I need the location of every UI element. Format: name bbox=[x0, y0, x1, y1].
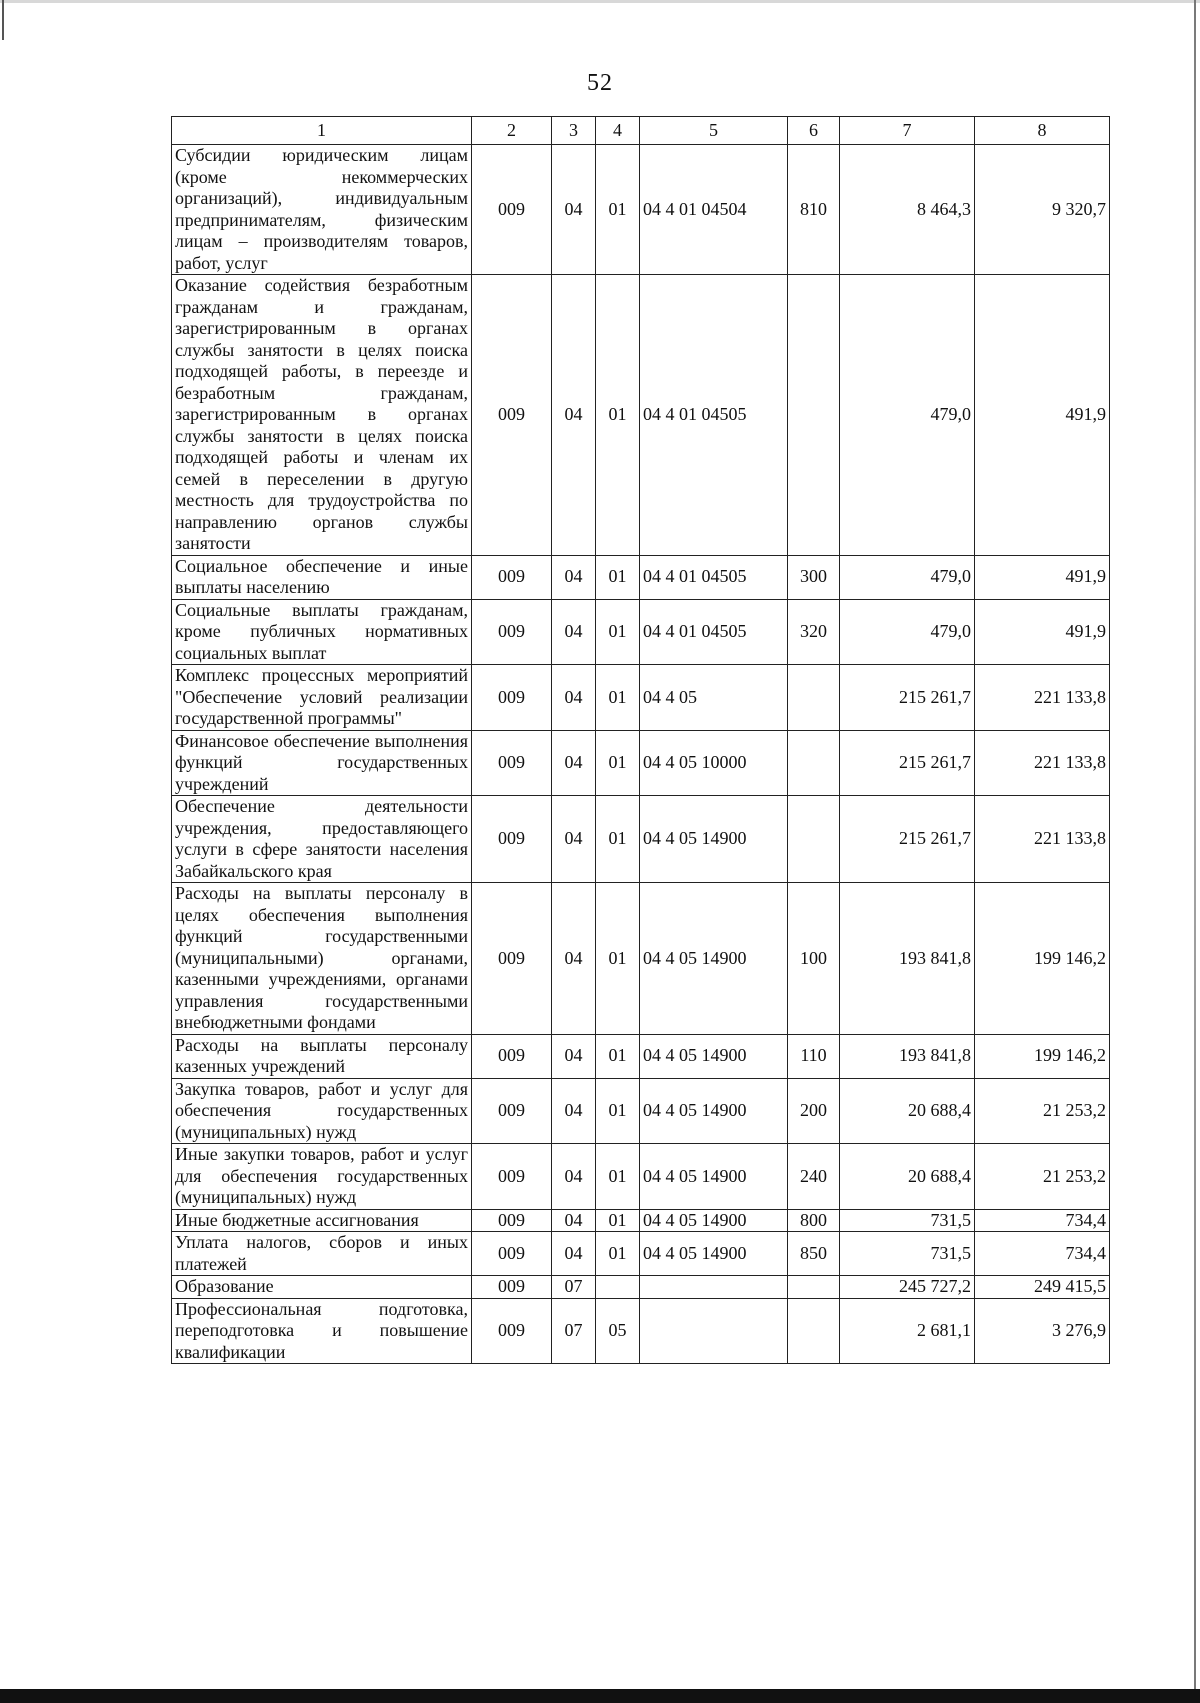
row-name: Образование bbox=[172, 1276, 472, 1299]
cell-target-code: 04 4 05 14900 bbox=[640, 1144, 788, 1210]
cell-ministry: 009 bbox=[472, 1034, 552, 1078]
cell-expense-type bbox=[788, 730, 840, 796]
column-header: 5 bbox=[640, 117, 788, 145]
cell-section: 04 bbox=[552, 555, 596, 599]
row-name: Иные бюджетные ассигнования bbox=[172, 1209, 472, 1232]
table-row bbox=[172, 555, 1110, 599]
table-row bbox=[172, 1078, 1110, 1144]
cell-amount-7: 245 727,2 bbox=[840, 1276, 975, 1299]
cell-amount-8: 734,4 bbox=[975, 1232, 1110, 1276]
cell-ministry: 009 bbox=[472, 1078, 552, 1144]
cell-ministry: 009 bbox=[472, 730, 552, 796]
cell-expense-type: 800 bbox=[788, 1209, 840, 1232]
table-row bbox=[172, 1276, 1110, 1299]
cell-section: 04 bbox=[552, 665, 596, 731]
cell-amount-8: 221 133,8 bbox=[975, 796, 1110, 883]
cell-amount-8: 734,4 bbox=[975, 1209, 1110, 1232]
cell-ministry: 009 bbox=[472, 145, 552, 275]
cell-amount-7: 479,0 bbox=[840, 555, 975, 599]
cell-subsection: 01 bbox=[596, 599, 640, 665]
cell-section: 04 bbox=[552, 145, 596, 275]
row-name: Обеспечение деятельности учреждения, предоставляющего услуги в сфере занятости населения Забайкальского края bbox=[172, 796, 472, 883]
cell-target-code: 04 4 05 bbox=[640, 665, 788, 731]
cell-amount-7: 731,5 bbox=[840, 1232, 975, 1276]
cell-target-code: 04 4 05 14900 bbox=[640, 1078, 788, 1144]
cell-target-code: 04 4 05 10000 bbox=[640, 730, 788, 796]
cell-subsection: 01 bbox=[596, 1034, 640, 1078]
column-header: 6 bbox=[788, 117, 840, 145]
cell-target-code: 04 4 01 04505 bbox=[640, 275, 788, 556]
cell-section: 04 bbox=[552, 1034, 596, 1078]
cell-subsection: 05 bbox=[596, 1298, 640, 1364]
column-header: 3 bbox=[552, 117, 596, 145]
cell-section: 04 bbox=[552, 1209, 596, 1232]
cell-amount-7: 479,0 bbox=[840, 275, 975, 556]
row-name: Оказание содействия безработным гражданам и гражданам, зарегистрированным в органах службы занятости в целях поиска подходящей работы, в переезде и безработным гражданам, зарегистрированным в органах службы занятости в целях поиска подходящей работы и членам их семей в переселении в другую местность для трудоустройства по направлению органов службы занятости bbox=[172, 275, 472, 556]
cell-ministry: 009 bbox=[472, 1232, 552, 1276]
cell-ministry: 009 bbox=[472, 599, 552, 665]
table-row bbox=[172, 1209, 1110, 1232]
cell-amount-8: 3 276,9 bbox=[975, 1298, 1110, 1364]
column-header: 2 bbox=[472, 117, 552, 145]
cell-section: 07 bbox=[552, 1298, 596, 1364]
cell-amount-7: 215 261,7 bbox=[840, 730, 975, 796]
cell-expense-type: 850 bbox=[788, 1232, 840, 1276]
cell-subsection: 01 bbox=[596, 883, 640, 1035]
cell-target-code: 04 4 05 14900 bbox=[640, 1034, 788, 1078]
cell-ministry: 009 bbox=[472, 555, 552, 599]
cell-expense-type bbox=[788, 796, 840, 883]
cell-ministry: 009 bbox=[472, 1276, 552, 1299]
cell-ministry: 009 bbox=[472, 1209, 552, 1232]
cell-section: 04 bbox=[552, 730, 596, 796]
cell-target-code: 04 4 05 14900 bbox=[640, 796, 788, 883]
cell-amount-8: 9 320,7 bbox=[975, 145, 1110, 275]
cell-subsection: 01 bbox=[596, 145, 640, 275]
row-name: Иные закупки товаров, работ и услуг для обеспечения государственных (муниципальных) нужд bbox=[172, 1144, 472, 1210]
cell-ministry: 009 bbox=[472, 1298, 552, 1364]
cell-amount-8: 491,9 bbox=[975, 275, 1110, 556]
scan-edge-top bbox=[0, 0, 1200, 3]
cell-subsection: 01 bbox=[596, 275, 640, 556]
cell-subsection: 01 bbox=[596, 796, 640, 883]
cell-expense-type: 240 bbox=[788, 1144, 840, 1210]
table-row bbox=[172, 665, 1110, 731]
cell-target-code bbox=[640, 1276, 788, 1299]
cell-target-code: 04 4 05 14900 bbox=[640, 883, 788, 1035]
cell-subsection: 01 bbox=[596, 665, 640, 731]
cell-section: 04 bbox=[552, 1078, 596, 1144]
cell-subsection: 01 bbox=[596, 1232, 640, 1276]
cell-amount-8: 199 146,2 bbox=[975, 883, 1110, 1035]
scan-edge-bottom bbox=[0, 1689, 1200, 1703]
row-name: Закупка товаров, работ и услуг для обеспечения государственных (муниципальных) нужд bbox=[172, 1078, 472, 1144]
table-row bbox=[172, 796, 1110, 883]
cell-subsection: 01 bbox=[596, 555, 640, 599]
table-row bbox=[172, 1232, 1110, 1276]
cell-subsection: 01 bbox=[596, 1209, 640, 1232]
cell-amount-7: 193 841,8 bbox=[840, 883, 975, 1035]
cell-amount-7: 479,0 bbox=[840, 599, 975, 665]
cell-expense-type: 200 bbox=[788, 1078, 840, 1144]
cell-target-code: 04 4 05 14900 bbox=[640, 1209, 788, 1232]
cell-section: 07 bbox=[552, 1276, 596, 1299]
cell-section: 04 bbox=[552, 796, 596, 883]
cell-amount-7: 20 688,4 bbox=[840, 1144, 975, 1210]
cell-target-code: 04 4 05 14900 bbox=[640, 1232, 788, 1276]
table-row bbox=[172, 883, 1110, 1035]
row-name: Расходы на выплаты персоналу в целях обеспечения выполнения функций государственными (муниципальными) органами, казенными учреждениями, органами управления государственными внебюджетными фондами bbox=[172, 883, 472, 1035]
cell-expense-type: 300 bbox=[788, 555, 840, 599]
column-header: 8 bbox=[975, 117, 1110, 145]
table-row bbox=[172, 1034, 1110, 1078]
cell-section: 04 bbox=[552, 1232, 596, 1276]
cell-expense-type: 110 bbox=[788, 1034, 840, 1078]
cell-amount-8: 199 146,2 bbox=[975, 1034, 1110, 1078]
cell-section: 04 bbox=[552, 275, 596, 556]
cell-section: 04 bbox=[552, 599, 596, 665]
cell-amount-8: 221 133,8 bbox=[975, 665, 1110, 731]
row-name: Субсидии юридическим лицам (кроме некоммерческих организаций), индивидуальным предпринимателям, физическим лицам – производителям товаров, работ, услуг bbox=[172, 145, 472, 275]
cell-subsection bbox=[596, 1276, 640, 1299]
cell-section: 04 bbox=[552, 1144, 596, 1210]
cell-ministry: 009 bbox=[472, 796, 552, 883]
cell-amount-8: 249 415,5 bbox=[975, 1276, 1110, 1299]
table-row bbox=[172, 599, 1110, 665]
cell-expense-type: 320 bbox=[788, 599, 840, 665]
cell-target-code: 04 4 01 04505 bbox=[640, 599, 788, 665]
cell-expense-type bbox=[788, 1276, 840, 1299]
cell-ministry: 009 bbox=[472, 665, 552, 731]
cell-amount-8: 21 253,2 bbox=[975, 1078, 1110, 1144]
row-name: Расходы на выплаты персоналу казенных учреждений bbox=[172, 1034, 472, 1078]
cell-amount-7: 193 841,8 bbox=[840, 1034, 975, 1078]
cell-amount-7: 20 688,4 bbox=[840, 1078, 975, 1144]
row-name: Социальные выплаты гражданам, кроме публичных нормативных социальных выплат bbox=[172, 599, 472, 665]
cell-subsection: 01 bbox=[596, 1078, 640, 1144]
cell-amount-7: 2 681,1 bbox=[840, 1298, 975, 1364]
cell-ministry: 009 bbox=[472, 275, 552, 556]
scan-edge-left bbox=[2, 0, 4, 40]
row-name: Социальное обеспечение и иные выплаты населению bbox=[172, 555, 472, 599]
cell-target-code bbox=[640, 1298, 788, 1364]
cell-target-code: 04 4 01 04505 bbox=[640, 555, 788, 599]
row-name: Комплекс процессных мероприятий "Обеспечение условий реализации государственной программы" bbox=[172, 665, 472, 731]
cell-amount-7: 215 261,7 bbox=[840, 796, 975, 883]
cell-subsection: 01 bbox=[596, 730, 640, 796]
column-header: 4 bbox=[596, 117, 640, 145]
table-row bbox=[172, 145, 1110, 275]
cell-amount-7: 215 261,7 bbox=[840, 665, 975, 731]
cell-section: 04 bbox=[552, 883, 596, 1035]
cell-expense-type: 810 bbox=[788, 145, 840, 275]
cell-amount-8: 491,9 bbox=[975, 555, 1110, 599]
cell-amount-7: 8 464,3 bbox=[840, 145, 975, 275]
cell-expense-type bbox=[788, 1298, 840, 1364]
table-header-row bbox=[172, 117, 1110, 145]
table-row bbox=[172, 1298, 1110, 1364]
cell-expense-type bbox=[788, 275, 840, 556]
column-header: 7 bbox=[840, 117, 975, 145]
table-row bbox=[172, 730, 1110, 796]
cell-expense-type bbox=[788, 665, 840, 731]
column-header: 1 bbox=[172, 117, 472, 145]
table-row bbox=[172, 275, 1110, 556]
cell-amount-8: 21 253,2 bbox=[975, 1144, 1110, 1210]
cell-amount-8: 221 133,8 bbox=[975, 730, 1110, 796]
cell-amount-7: 731,5 bbox=[840, 1209, 975, 1232]
cell-target-code: 04 4 01 04504 bbox=[640, 145, 788, 275]
budget-table bbox=[171, 116, 1110, 1364]
cell-ministry: 009 bbox=[472, 1144, 552, 1210]
page-number: 52 bbox=[587, 70, 613, 96]
cell-subsection: 01 bbox=[596, 1144, 640, 1210]
scan-edge-right bbox=[1194, 0, 1196, 1703]
row-name: Уплата налогов, сборов и иных платежей bbox=[172, 1232, 472, 1276]
row-name: Финансовое обеспечение выполнения функций государственных учреждений bbox=[172, 730, 472, 796]
cell-ministry: 009 bbox=[472, 883, 552, 1035]
row-name: Профессиональная подготовка, переподготовка и повышение квалификации bbox=[172, 1298, 472, 1364]
table-row bbox=[172, 1144, 1110, 1210]
cell-expense-type: 100 bbox=[788, 883, 840, 1035]
cell-amount-8: 491,9 bbox=[975, 599, 1110, 665]
